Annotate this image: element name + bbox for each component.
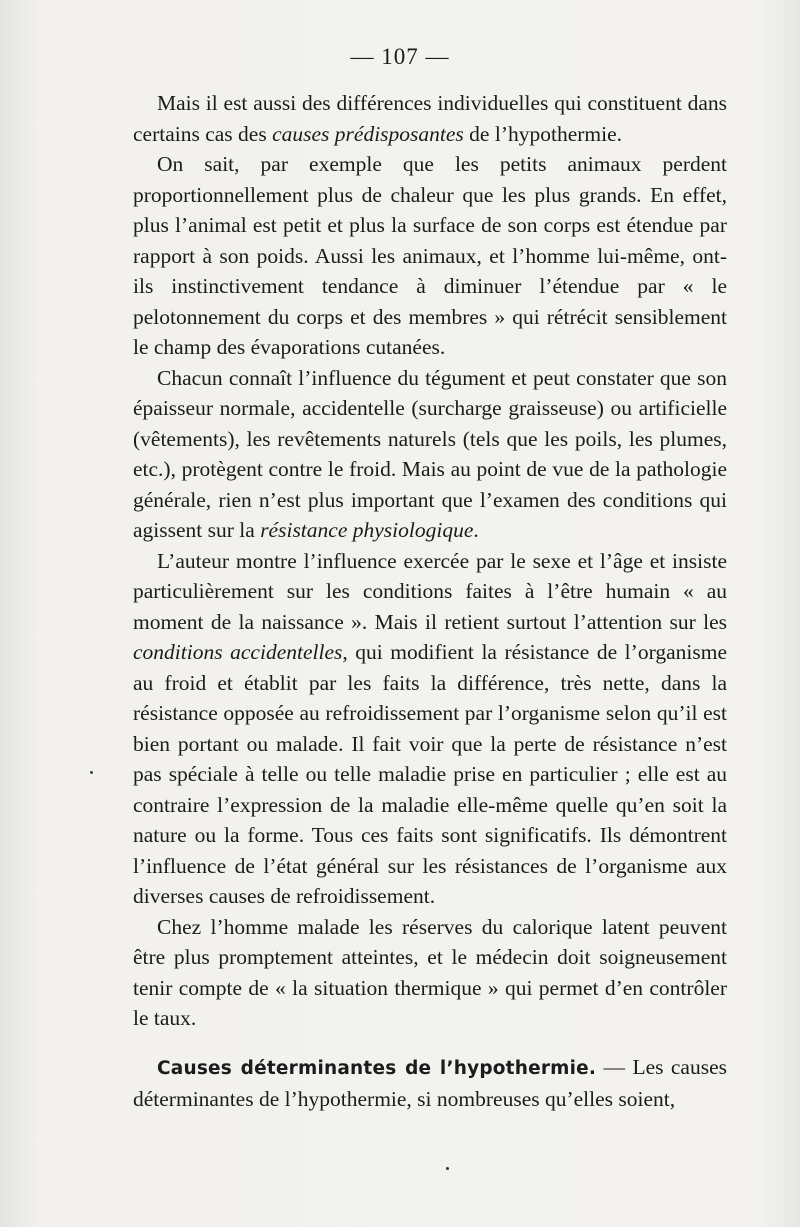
paragraph-determining-causes: [133, 1052, 727, 1115]
italic-phrase: causes prédisposantes: [272, 121, 464, 146]
paragraph-text: .: [473, 518, 479, 542]
paragraph-text: de l’hypothermie.: [463, 121, 623, 146]
paragraph-text: L’auteur montre l’influence exercée par le sexe et l’âge et insiste particulièrement sur les conditions faites à l’être humain « au moment de la naissance ». Mais il retient surtout l’attention sur les: [133, 548, 727, 634]
bottom-speck: [446, 1167, 449, 1170]
margin-speck: [90, 771, 93, 774]
paragraph-tegument: [133, 363, 727, 546]
paragraph-text: , qui modifient la résistance de l’organisme au froid et établit par les faits la différence, très nette, dans la résistance opposée au refroidissement par l’organisme selon qu’il est bien portant ou malade. Il fait voir que la perte de résistance n’est pas spéciale à telle ou telle maladie prise en particulier ; elle est au contraire l’expression de la maladie elle-même quelle qu’en soit la nature ou la forme. Tous ces faits sont significatifs. Ils démontrent l’influence de l’état général sur les résistances de l’organisme aux diverses causes de refroidissement.: [133, 640, 727, 908]
paragraph-predisposing-causes: [133, 88, 727, 149]
paragraph-body-size: On sait, par exemple que les petits animaux perdent proportionnellement plus de chaleur que les plus grands. En effet, plus l’animal est petit et plus la surface de son corps est étendue par rapport à son poids. Aussi les animaux, et l’homme lui-même, ont-ils instinctivement tendance à diminuer l’étendue par « le pelotonnement du corps et des membres » qui rétrécit sensiblement le champ des évaporations cutanées.: [133, 152, 727, 359]
section-heading: Causes déterminantes de l’hypothermie.: [157, 1057, 597, 1079]
paragraph-sick-man: Chez l’homme malade les réserves du calorique latent peuvent être plus promptement atteintes, et le médecin doit soigneusement tenir compte de « la situation thermique » qui permet d’en contrôler le taux.: [133, 914, 727, 1030]
body-text: [133, 88, 727, 1115]
paragraph-text: Chacun connaît l’influence du tégument et peut constater que son épaisseur normale, accidentelle (surcharge graisseuse) ou artificielle (vêtements), les revêtements naturels (tels que les poils, les plumes, etc.), protègent contre le froid. Mais au point de vue de la pathologie générale, rien n’est plus important que l’examen des conditions qui agissent sur la: [133, 365, 727, 542]
paragraph-accidental-conditions: [133, 546, 727, 912]
paragraph-text: — Les causes déterminantes de l’hypothermie, si nombreuses qu’elles soient,: [133, 1054, 727, 1111]
italic-phrase: résistance physiologique: [260, 518, 474, 542]
page-number: — 107 —: [350, 44, 450, 69]
paragraph-text: Mais il est aussi des différences individuelles qui constituent dans certains cas des: [133, 91, 727, 146]
italic-phrase: conditions accidentelles: [133, 640, 343, 664]
